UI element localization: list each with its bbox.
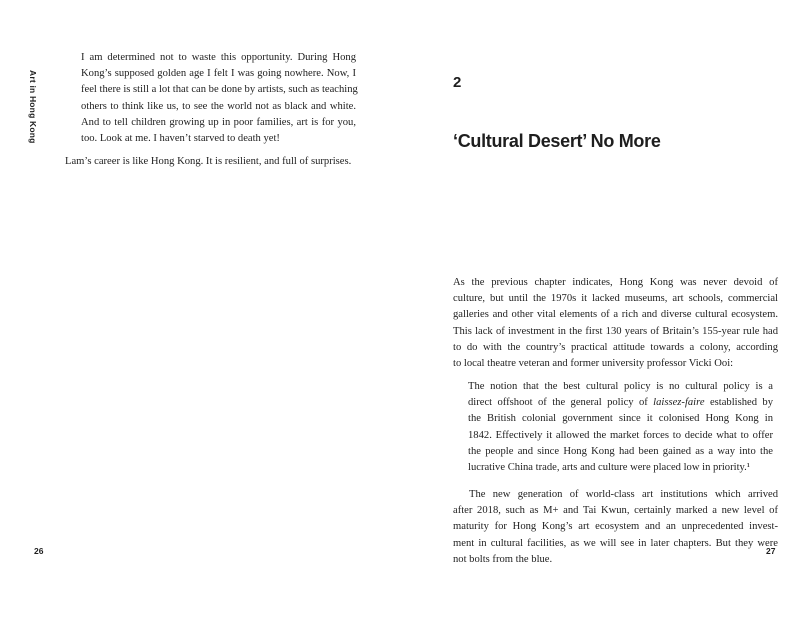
quote-line: others to think like us, to see the world not as black and white.: [81, 100, 356, 112]
quote-line: the people and since Hong Kong had been gained as a way into the: [468, 445, 773, 457]
quote-line: The notion that the best cultural policy is no cultural policy is a: [468, 381, 773, 392]
paragraph-line: This lack of investment in the first 130 years of Britain’s 155-year rule had: [453, 325, 778, 337]
page-number: 27: [766, 546, 776, 556]
page-number: 26: [34, 546, 44, 556]
right-page: [405, 0, 810, 621]
paragraph-line: As the previous chapter indicates, Hong Kong was never devoid of: [453, 277, 778, 288]
quote-line: 1842. Effectively it allowed the market forces to decide what to offer: [468, 429, 773, 441]
italic-term: laissez-faire: [653, 397, 705, 409]
paragraph-line: The new generation of world-class art institutions which arrived: [469, 489, 778, 500]
quote-line: And to tell children growing up in poor families, art is for you,: [81, 116, 356, 128]
quote-line: I am determined not to waste this opportunity. During Hong: [81, 52, 356, 63]
second-paragraph: [453, 487, 778, 568]
quote-text: established by: [704, 397, 773, 409]
paragraph-line: after 2018, such as M+ and Tai Kwun, certainly marked a new level of: [453, 505, 778, 517]
quote-line: feel there is still a lot that can be done by artists, such as teaching: [81, 84, 358, 96]
paragraph-line: ment in cultural facilities, as we will see in later chapters. But they were: [453, 537, 778, 549]
paragraph-line: galleries and other vital elements of a rich and diverse cultural ecosystem.: [453, 309, 778, 321]
quote-line: the British colonial government since it colonised Hong Kong in: [468, 413, 773, 425]
block-quote: [468, 379, 773, 476]
paragraph-line: culture, but until the 1970s it lacked museums, art schools, commercial: [453, 293, 778, 305]
running-head: Art in Hong Kong: [28, 70, 38, 144]
quote-line: Kong’s supposed golden age I felt I was going nowhere. Now, I: [81, 68, 356, 80]
chapter-number: 2: [453, 74, 462, 91]
paragraph-line: Lam’s career is like Hong Kong. It is resilient, and full of surprises.: [65, 156, 352, 167]
opening-paragraph: [453, 275, 778, 372]
paragraph-line: not bolts from the blue.: [453, 553, 553, 565]
paragraph-line: maturity for Hong Kong’s art ecosystem and an unprecedented invest-: [453, 521, 778, 533]
quote-line: [468, 395, 773, 411]
paragraph-line: to local theatre veteran and former university professor Vicki Ooi:: [453, 358, 734, 370]
quote-line: lucrative China trade, arts and culture were placed low in priority.¹: [468, 462, 750, 474]
chapter-title: ‘Cultural Desert’ No More: [453, 131, 661, 151]
quote-line: too. Look at me. I haven’t starved to death yet!: [81, 133, 280, 145]
paragraph-line: to do with the country’s practical attitude towards a colony, according: [453, 341, 778, 353]
quote-text: direct offshoot of the general policy of: [468, 397, 654, 409]
closing-paragraph: [65, 154, 355, 170]
block-quote: [81, 50, 356, 147]
